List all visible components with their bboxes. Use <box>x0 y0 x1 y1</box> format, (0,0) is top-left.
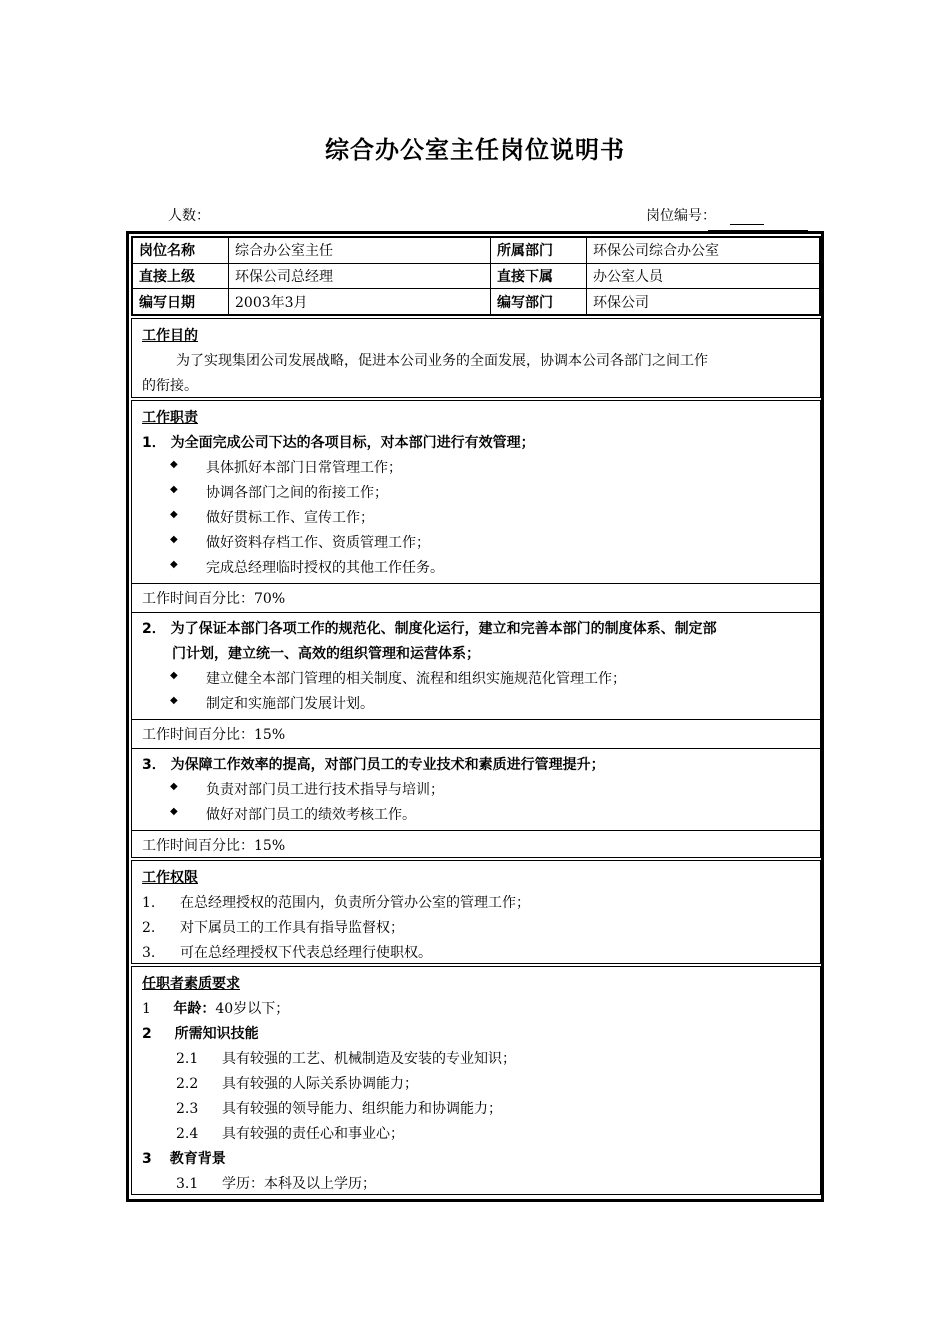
authority-item-text: 可在总经理授权下代表总经理行使职权。 <box>180 945 432 961</box>
authority-item <box>142 917 404 937</box>
duties-section <box>131 400 821 858</box>
info-value: 综合办公室主任 <box>229 238 491 264</box>
authority-item <box>142 942 432 962</box>
authority-heading: 工作权限 <box>142 870 198 886</box>
skill-number: 2.2 <box>176 1076 199 1092</box>
info-label: 所属部门 <box>491 238 587 264</box>
duty-item: 建立健全本部门管理的相关制度、流程和组织实施规范化管理工作； <box>206 671 626 687</box>
education-item-number: 3.1 <box>176 1176 199 1192</box>
duty-item: 协调各部门之间的衔接工作； <box>206 485 388 501</box>
duties-heading: 工作职责 <box>142 410 198 426</box>
duty-title-cont: 门计划，建立统一、高效的组织管理和运营体系； <box>172 646 480 662</box>
education-item <box>176 1173 376 1193</box>
job-description-form <box>126 231 824 1202</box>
info-value: 环保公司 <box>587 289 820 315</box>
work-time-percentage-text: 工作时间百分比：15% <box>142 838 286 854</box>
headcount-label: 人数： <box>168 208 210 224</box>
purpose-text-line1: 为了实现集团公司发展战略，促进本公司业务的全面发展，协调本公司各部门之间工作 <box>176 353 708 369</box>
skill-text: 具有较强的人际关系协调能力； <box>222 1076 418 1092</box>
skills-number: 2 <box>142 1026 152 1042</box>
requirement-skills <box>142 1023 259 1043</box>
position-number-blank <box>730 210 764 225</box>
skill-text: 具有较强的工艺、机械制造及安装的专业知识； <box>222 1051 516 1067</box>
skill-item <box>176 1048 516 1068</box>
authority-item-number: 1. <box>142 895 156 911</box>
duty-item: 完成总经理临时授权的其他工作任务。 <box>206 560 444 576</box>
info-label: 直接上级 <box>133 263 229 289</box>
position-number-field <box>646 205 764 225</box>
work-time-percentage <box>132 583 820 607</box>
info-table <box>132 237 820 315</box>
info-label: 编写部门 <box>491 289 587 315</box>
position-number-label: 岗位编号： <box>646 208 716 224</box>
purpose-heading: 工作目的 <box>142 328 198 344</box>
requirements-section <box>131 966 821 1195</box>
age-value: 40岁以下； <box>215 1001 290 1017</box>
diamond-bullet-icon: ◆ <box>170 781 178 792</box>
duty-item: 做好对部门员工的绩效考核工作。 <box>206 807 416 823</box>
authority-item-text: 在总经理授权的范围内，负责所分管办公室的管理工作； <box>180 895 530 911</box>
authority-section <box>131 860 821 964</box>
authority-item-number: 2. <box>142 920 156 936</box>
age-number: 1 <box>142 1001 151 1017</box>
duty-item: 负责对部门员工进行技术指导与培训； <box>206 782 444 798</box>
diamond-bullet-icon: ◆ <box>170 695 178 706</box>
info-label: 编写日期 <box>133 289 229 315</box>
duty-item: 制定和实施部门发展计划。 <box>206 696 374 712</box>
skill-number: 2.1 <box>176 1051 199 1067</box>
education-number: 3 <box>142 1151 152 1167</box>
work-time-percentage-text: 工作时间百分比：70% <box>142 591 286 607</box>
info-row <box>133 263 820 289</box>
info-row <box>133 289 820 315</box>
work-time-percentage-text: 工作时间百分比：15% <box>142 727 286 743</box>
diamond-bullet-icon: ◆ <box>170 459 178 470</box>
skill-item <box>176 1073 418 1093</box>
page-title: 综合办公室主任岗位说明书 <box>325 136 625 164</box>
info-label: 直接下属 <box>491 263 587 289</box>
purpose-text-line2: 的衔接。 <box>142 378 198 394</box>
diamond-bullet-icon: ◆ <box>170 670 178 681</box>
info-value: 2003年3月 <box>229 289 491 315</box>
age-label: 年龄： <box>173 1001 216 1017</box>
duty-title: 2． 为了保证本部门各项工作的规范化、制度化运行，建立和完善本部门的制度体系、制定部 <box>142 621 717 637</box>
skill-item <box>176 1098 502 1118</box>
authority-item-number: 3. <box>142 945 156 961</box>
diamond-bullet-icon: ◆ <box>170 484 178 495</box>
work-time-percentage <box>132 719 820 743</box>
info-section <box>131 236 821 316</box>
info-value: 办公室人员 <box>587 263 820 289</box>
authority-item <box>142 892 530 912</box>
skill-item <box>176 1123 404 1143</box>
info-value: 环保公司综合办公室 <box>587 238 820 264</box>
info-label: 岗位名称 <box>133 238 229 264</box>
group-divider <box>132 612 820 613</box>
duty-item: 做好贯标工作、宣传工作； <box>206 510 374 526</box>
requirement-age <box>142 998 289 1018</box>
diamond-bullet-icon: ◆ <box>170 509 178 520</box>
skill-number: 2.4 <box>176 1126 199 1142</box>
info-value: 环保公司总经理 <box>229 263 491 289</box>
skills-label: 所需知识技能 <box>174 1026 259 1042</box>
purpose-section <box>131 318 821 398</box>
diamond-bullet-icon: ◆ <box>170 534 178 545</box>
diamond-bullet-icon: ◆ <box>170 559 178 570</box>
duty-title: 1． 为全面完成公司下达的各项目标，对本部门进行有效管理； <box>142 435 535 451</box>
group-divider <box>132 748 820 749</box>
duty-item: 做好资料存档工作、资质管理工作； <box>206 535 430 551</box>
diamond-bullet-icon: ◆ <box>170 806 178 817</box>
skill-number: 2.3 <box>176 1101 199 1117</box>
skill-text: 具有较强的责任心和事业心； <box>222 1126 404 1142</box>
info-row <box>133 238 820 264</box>
duty-title: 3． 为保障工作效率的提高，对部门员工的专业技术和素质进行管理提升； <box>142 757 605 773</box>
work-time-percentage <box>132 830 820 854</box>
duty-item: 具体抓好本部门日常管理工作； <box>206 460 402 476</box>
skill-text: 具有较强的领导能力、组织能力和协调能力； <box>222 1101 502 1117</box>
education-item-text: 学历：本科及以上学历； <box>222 1176 376 1192</box>
education-label: 教育背景 <box>169 1151 226 1167</box>
requirement-education <box>142 1148 226 1168</box>
requirements-heading: 任职者素质要求 <box>142 976 240 992</box>
authority-item-text: 对下属员工的工作具有指导监督权； <box>180 920 404 936</box>
